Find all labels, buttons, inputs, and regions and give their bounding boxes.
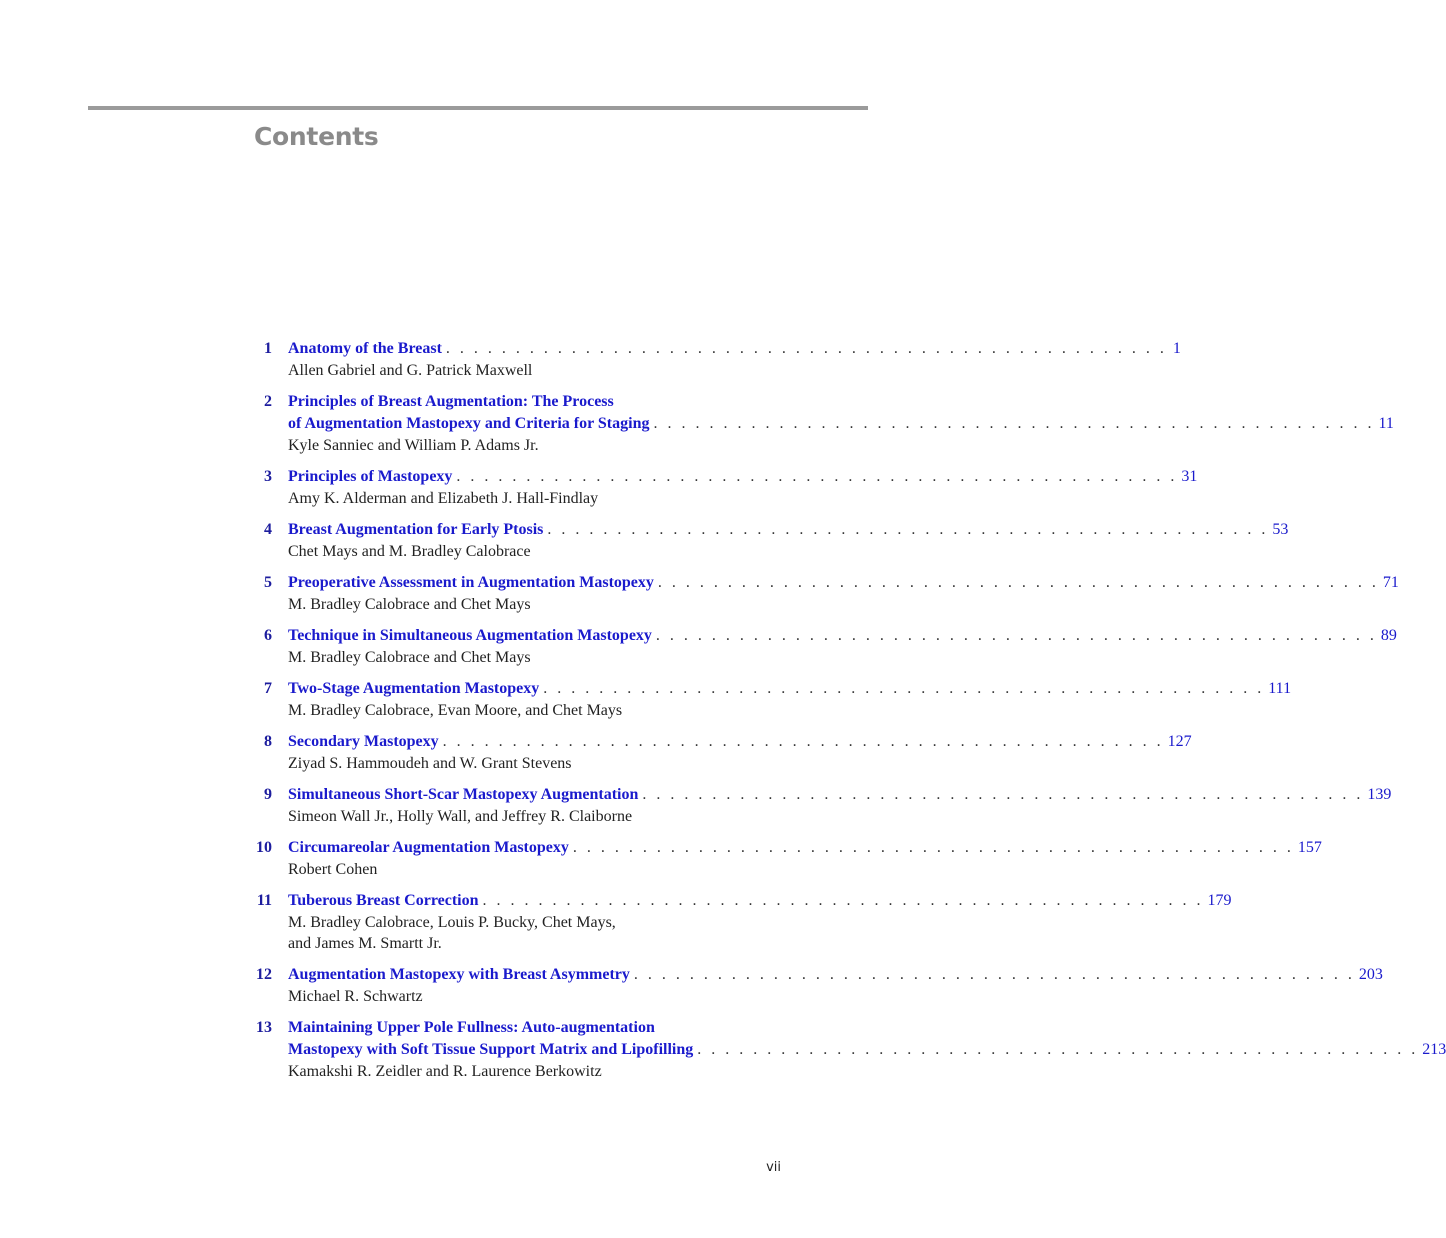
chapter-authors: Michael R. Schwartz	[288, 988, 423, 1005]
chapter-authors: M. Bradley Calobrace, Evan Moore, and Chet Mays	[288, 702, 623, 719]
chapter-number: 10	[256, 839, 272, 856]
dot-leader: . . . . . . . . . . . . . . . . . . . . . . . . . . . . . . . . . . . . . . . . . . . . . . . . . . . .	[653, 415, 1375, 432]
chapter-authors: Kyle Sanniec and William P. Adams Jr.	[288, 437, 539, 454]
toc-entry	[250, 731, 1192, 774]
page-link[interactable]: 213	[1422, 1041, 1446, 1058]
page-title: Contents	[254, 122, 379, 151]
chapter-number: 2	[264, 393, 272, 410]
toc-entry	[250, 572, 1399, 615]
dot-leader: . . . . . . . . . . . . . . . . . . . . . . . . . . . . . . . . . . . . . . . . . . . . . . . . . . . .	[697, 1041, 1419, 1058]
dot-leader: . . . . . . . . . . . . . . . . . . . . . . . . . . . . . . . . . . . . . . . . . . . . . . . . . . . .	[572, 839, 1294, 856]
toc-entry	[250, 338, 1181, 381]
page-link[interactable]: 53	[1272, 521, 1289, 538]
page-number: vii	[766, 1160, 781, 1175]
chapter-authors: M. Bradley Calobrace and Chet Mays	[288, 649, 531, 666]
chapter-title[interactable]: Preoperative Assessment in Augmentation Mastopexy	[288, 574, 654, 591]
chapter-number: 5	[264, 574, 272, 591]
toc-entry	[250, 964, 1383, 1007]
chapter-authors: and James M. Smartt Jr.	[288, 935, 442, 952]
toc-entry	[250, 1017, 1446, 1082]
chapter-title[interactable]: Tuberous Breast Correction	[288, 892, 479, 909]
page-link[interactable]: 71	[1382, 574, 1399, 591]
table-of-contents	[250, 338, 1446, 1092]
dot-leader: . . . . . . . . . . . . . . . . . . . . . . . . . . . . . . . . . . . . . . . . . . . . . . . . . . . .	[442, 733, 1164, 750]
chapter-number: 4	[264, 521, 272, 538]
toc-entry	[250, 625, 1397, 668]
dot-leader: . . . . . . . . . . . . . . . . . . . . . . . . . . . . . . . . . . . . . . . . . . . . . . . . . . . .	[655, 627, 1377, 644]
page-link[interactable]: 127	[1167, 733, 1192, 750]
chapter-title[interactable]: Breast Augmentation for Early Ptosis	[288, 521, 544, 538]
chapter-title[interactable]: Mastopexy with Soft Tissue Support Matrix and Lipofilling	[288, 1041, 694, 1058]
chapter-number: 1	[264, 340, 272, 357]
chapter-number: 11	[256, 892, 272, 909]
chapter-title[interactable]: of Augmentation Mastopexy and Criteria for Staging	[288, 415, 650, 432]
dot-leader: . . . . . . . . . . . . . . . . . . . . . . . . . . . . . . . . . . . . . . . . . . . . . . . . . . . .	[543, 680, 1265, 697]
chapter-title[interactable]: Two-Stage Augmentation Mastopexy	[288, 680, 540, 697]
toc-entry	[250, 837, 1322, 880]
chapter-title[interactable]: Circumareolar Augmentation Mastopexy	[288, 839, 569, 856]
page-link[interactable]: 11	[1378, 415, 1394, 432]
chapter-authors: Chet Mays and M. Bradley Calobrace	[288, 543, 531, 560]
chapter-title[interactable]: Simultaneous Short-Scar Mastopexy Augmentation	[288, 786, 639, 803]
toc-entry	[250, 466, 1198, 509]
page-link[interactable]: 203	[1358, 966, 1383, 983]
chapter-number: 13	[256, 1019, 272, 1036]
toc-entry	[250, 391, 1394, 456]
dot-leader: . . . . . . . . . . . . . . . . . . . . . . . . . . . . . . . . . . . . . . . . . . . . . . . . . . . .	[547, 521, 1269, 538]
chapter-title[interactable]: Principles of Mastopexy	[288, 468, 453, 485]
dot-leader: . . . . . . . . . . . . . . . . . . . . . . . . . . . . . . . . . . . . . . . . . . . . . . . . . . . .	[642, 786, 1364, 803]
page-link[interactable]: 157	[1297, 839, 1322, 856]
dot-leader: . . . . . . . . . . . . . . . . . . . . . . . . . . . . . . . . . . . . . . . . . . . . . . . . . . . .	[482, 892, 1204, 909]
chapter-title[interactable]: Principles of Breast Augmentation: The Process	[288, 393, 614, 410]
chapter-title[interactable]: Augmentation Mastopexy with Breast Asymmetry	[288, 966, 630, 983]
dot-leader: . . . . . . . . . . . . . . . . . . . . . . . . . . . . . . . . . . . . . . . . . . . . . . . . . . . .	[456, 468, 1178, 485]
chapter-number: 7	[264, 680, 272, 697]
dot-leader: . . . . . . . . . . . . . . . . . . . . . . . . . . . . . . . . . . . . . . . . . . . . . . . . . . . .	[445, 340, 1167, 357]
toc-entry	[250, 678, 1292, 721]
chapter-authors: Amy K. Alderman and Elizabeth J. Hall-Findlay	[288, 490, 599, 507]
toc-entry	[250, 519, 1289, 562]
chapter-number: 3	[264, 468, 272, 485]
chapter-title[interactable]: Maintaining Upper Pole Fullness: Auto-augmentation	[288, 1019, 655, 1036]
chapter-title[interactable]: Secondary Mastopexy	[288, 733, 439, 750]
toc-entry	[250, 890, 1232, 954]
page-link[interactable]: 89	[1380, 627, 1397, 644]
chapter-authors: Simeon Wall Jr., Holly Wall, and Jeffrey R. Claiborne	[288, 808, 633, 825]
chapter-authors: Robert Cohen	[288, 861, 378, 878]
chapter-authors: M. Bradley Calobrace, Louis P. Bucky, Chet Mays,	[288, 914, 616, 931]
page-link[interactable]: 139	[1367, 786, 1392, 803]
page-link[interactable]: 1	[1172, 340, 1181, 357]
chapter-number: 9	[264, 786, 272, 803]
chapter-authors: Allen Gabriel and G. Patrick Maxwell	[288, 362, 533, 379]
dot-leader: . . . . . . . . . . . . . . . . . . . . . . . . . . . . . . . . . . . . . . . . . . . . . . . . . . . .	[657, 574, 1379, 591]
chapter-number: 12	[256, 966, 272, 983]
toc-entry	[250, 784, 1392, 827]
page-link[interactable]: 179	[1207, 892, 1232, 909]
header-rule	[88, 106, 868, 110]
chapter-title[interactable]: Technique in Simultaneous Augmentation Mastopexy	[288, 627, 652, 644]
chapter-authors: Ziyad S. Hammoudeh and W. Grant Stevens	[288, 755, 572, 772]
dot-leader: . . . . . . . . . . . . . . . . . . . . . . . . . . . . . . . . . . . . . . . . . . . . . . . . . . . .	[633, 966, 1355, 983]
chapter-number: 6	[264, 627, 272, 644]
chapter-title[interactable]: Anatomy of the Breast	[288, 340, 442, 357]
page-link[interactable]: 111	[1268, 680, 1292, 697]
chapter-authors: M. Bradley Calobrace and Chet Mays	[288, 596, 531, 613]
chapter-authors: Kamakshi R. Zeidler and R. Laurence Berkowitz	[288, 1063, 602, 1080]
chapter-number: 8	[264, 733, 272, 750]
page-link[interactable]: 31	[1181, 468, 1198, 485]
